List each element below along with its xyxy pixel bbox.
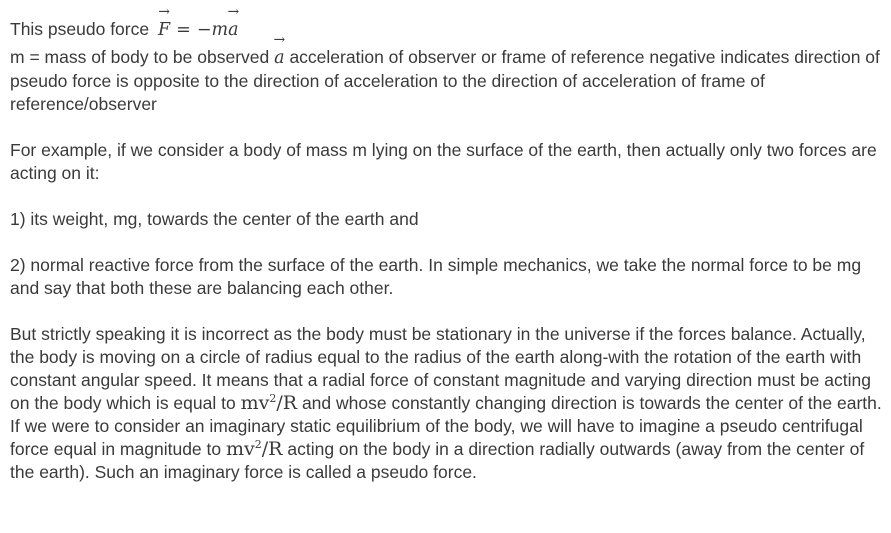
mass-symbol: m — [211, 20, 229, 40]
centrifugal-force-expression: $mv^2/R$ — [226, 438, 283, 460]
acceleration-vector-symbol: → a — [228, 19, 238, 42]
equals-sign: = — [176, 20, 191, 40]
pseudo-force-formula — [158, 19, 239, 42]
acceleration-vector-symbol-inline: → a — [274, 47, 284, 70]
centripetal-force-expression: $mv^2/R$ — [240, 392, 298, 414]
force-vector-symbol: → F — [158, 19, 170, 42]
example-paragraph: For example, if we consider a body of mass m lying on the surface of the earth, then actually only two forces are acting on it: — [10, 140, 877, 183]
intro-text: This pseudo force — [10, 19, 150, 39]
definition-part1: m = mass of body to be observed — [10, 47, 270, 67]
minus-sign: − — [196, 20, 212, 40]
force-two-paragraph: 2) normal reactive force from the surface of the earth. In simple mechanics, we take the normal force to be mg and say that both these are balancing each other. — [10, 255, 862, 298]
definition-part2: acceleration of observer or frame of reference negative indicates direction of pseudo force is opposite to the direction of acceleration to the direction of acceleration of frame of reference/observer — [10, 47, 880, 114]
explanation-part1: But strictly speaking it is incorrect as the body must be stationary in the universe if the forces balance. Actually, the body is moving on a circle of radius equal to the radius of the earth along-with the rotation of the earth with constant angular speed. It means that a radial force of constant magnitude and varying direction must be acting on the body which is equal to — [10, 324, 871, 413]
explanation-paragraph — [10, 323, 885, 484]
explanation-part2: and whose constantly changing direction is towards the center of the earth. If we were to consider an imaginary static equilibrium of the body, we will have to imagine a pseudo centrifugal force equal in magnitude to — [10, 393, 882, 459]
force-one-paragraph: 1) its weight, mg, towards the center of the earth and — [10, 209, 419, 229]
intro-paragraph — [10, 18, 885, 42]
article-content — [10, 0, 885, 484]
definition-paragraph — [10, 46, 885, 116]
explanation-part3: acting on the body in a direction radially outwards (away from the center of the earth). Such an imaginary force is called a pseudo force. — [10, 439, 865, 482]
